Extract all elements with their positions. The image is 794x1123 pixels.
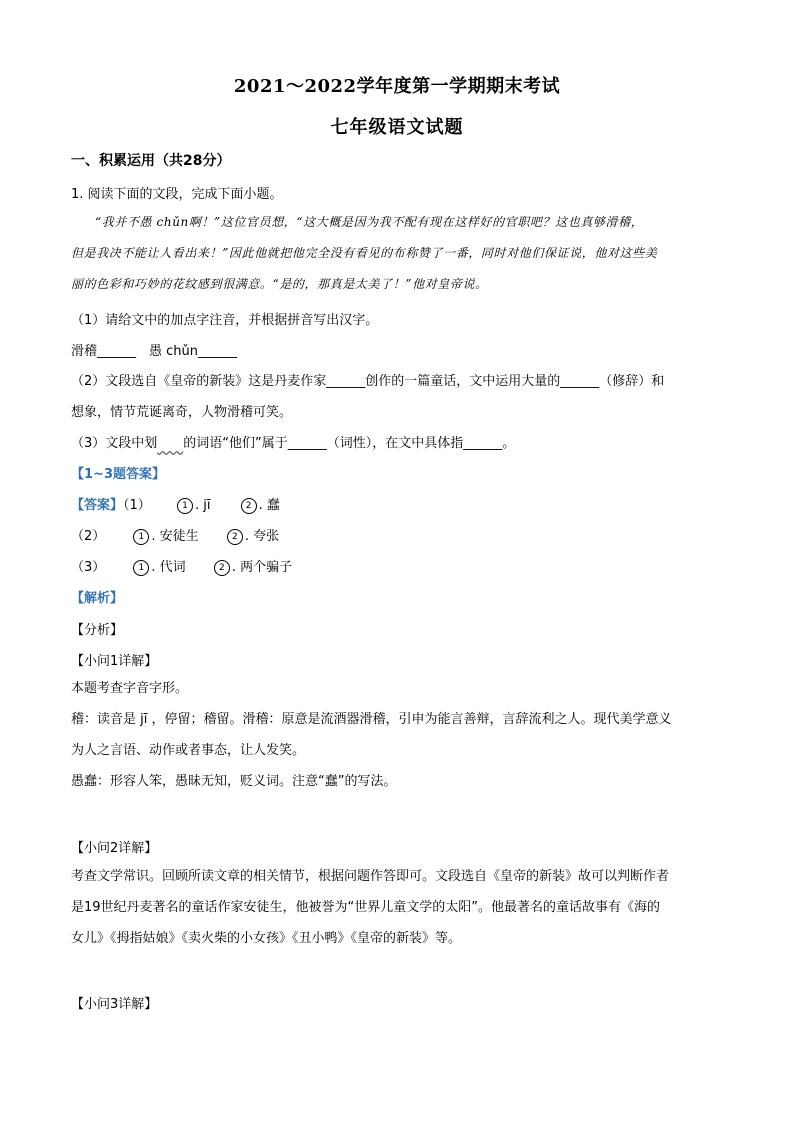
detail-line: 本题考查字音字形。: [71, 681, 189, 696]
answer-option: 2 . 蠢: [241, 494, 280, 514]
detail-3-label: 【小问3详解】: [71, 997, 158, 1012]
question-intro: 1. 阅读下面的文段，完成下面小题。: [71, 187, 283, 202]
detail-2-body: [71, 861, 723, 954]
page-subtitle: 七年级语文试题: [330, 117, 464, 138]
sub-question-3-post: 的词语“他们”属于______（词性），在文中具体指______。: [183, 436, 516, 451]
sub-question-1: （1）请给文中的加点字注音，并根据拼音写出汉字。: [71, 313, 379, 328]
answer-option: 2 . 两个骗子: [214, 556, 292, 576]
answer-row-2: [71, 525, 279, 545]
detail-line: 是19世纪丹麦著名的童话作家安徒生，他被誉为“世界儿童文学的太阳”。他最著名的童话故事有《海的: [71, 900, 661, 915]
sub-question-1-blanks: 滑稽______ 愚 chǔn______: [71, 344, 237, 359]
detail-2-label: 【小问2详解】: [71, 841, 158, 856]
passage-line: “我并不愚 chǔn啊！”这位官员想，“这大概是因为我不配有现在这样好的官职吧？这也真够滑稽，: [95, 215, 644, 229]
circled-number-icon: 1: [133, 560, 149, 576]
wavy-underline-mark: [157, 436, 183, 451]
detail-line: 愚蠢：形容人笨，愚昧无知，贬义词。注意“蠢”的写法。: [71, 774, 397, 789]
analysis-label: 【解析】: [71, 591, 124, 606]
sub-question-2-cont: 想象，情节荒诞离奇，人物滑稽可笑。: [71, 405, 293, 420]
detail-line: 考查文学常识。回顾所读文章的相关情节，根据问题作答即可。文段选自《皇帝的新装》故可以判断作者: [71, 869, 670, 884]
detail-line: 为人之言语、动作或者事态，让人发笑。: [71, 743, 306, 758]
detail-line: 女儿》《拇指姑娘》《卖火柴的小女孩》《丑小鸭》《皇帝的新装》等。: [71, 931, 462, 946]
section-heading: 一、积累运用（共28分）: [71, 153, 231, 169]
answer-option: 2 . 夸张: [227, 525, 279, 545]
circled-number-icon: 1: [133, 529, 149, 545]
sub-question-3-pre: （3）文段中划: [71, 436, 158, 451]
answer-row-3: [71, 556, 292, 576]
answer-label: 【答案】: [71, 498, 124, 513]
answer-option: 1 . jī: [177, 498, 211, 514]
answer-num: （2）: [71, 529, 106, 544]
answer-header: 【1~3题答案】: [71, 467, 165, 482]
detail-1-label: 【小问1详解】: [71, 654, 158, 669]
answer-row-1: [71, 494, 280, 514]
passage-line: 丽的色彩和巧妙的花纹感到很满意。“是的，那真是太美了！”他对皇帝说。: [71, 277, 488, 291]
passage-line: 但是我决不能让人看出来！”因此他就把他完全没有看见的布称赞了一番，同时对他们保证说，他对这些美: [71, 246, 658, 260]
detail-line: 稽：读音是 jī ，停留；稽留。滑稽：原意是流酒器滑稽，引申为能言善辩，言辞流利之人。现代美学意义: [71, 712, 672, 727]
circled-number-icon: 2: [214, 560, 230, 576]
detail-1-body: [71, 673, 723, 797]
sub-question-2: （2）文段选自《皇帝的新装》这是丹麦作家______创作的一篇童话，文中运用大量的______（修辞）和: [71, 374, 665, 389]
fenxi-label: 【分析】: [71, 623, 124, 638]
circled-number-icon: 1: [177, 498, 193, 514]
answer-num: （1）: [123, 498, 151, 513]
answer-option: 1 . 代词: [133, 556, 185, 576]
answer-num: （3）: [71, 560, 106, 575]
passage: [71, 207, 731, 300]
sub-question-3: [71, 432, 515, 451]
circled-number-icon: 2: [241, 498, 257, 514]
page-title: 2021～2022学年度第一学期期末考试: [233, 76, 561, 97]
circled-number-icon: 2: [227, 529, 243, 545]
answer-option: 1 . 安徒生: [133, 525, 198, 545]
